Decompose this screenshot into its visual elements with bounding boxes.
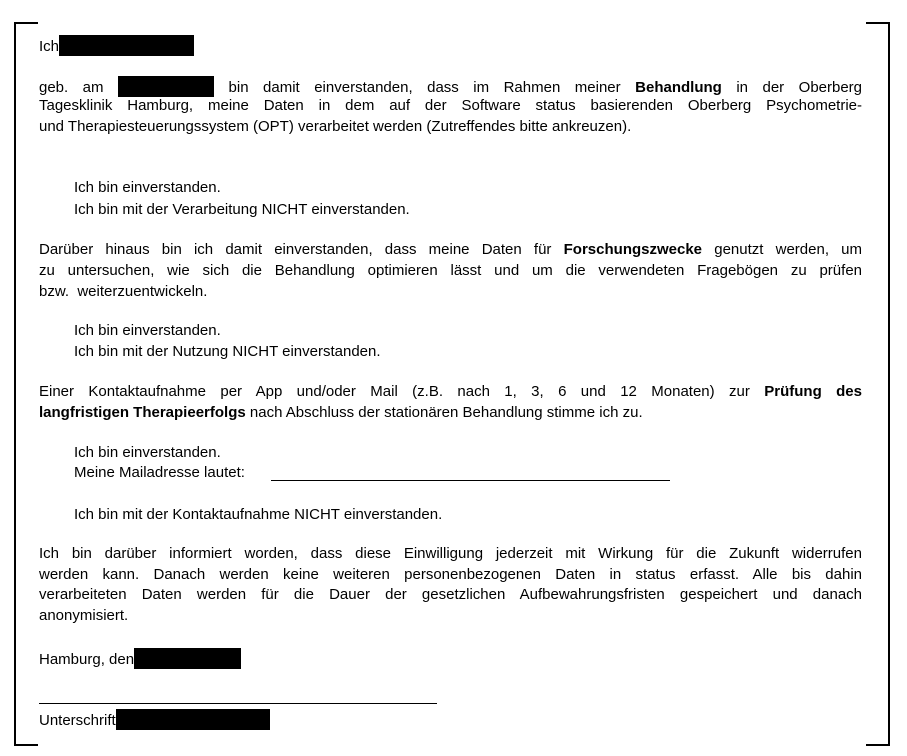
signature-line[interactable] xyxy=(39,703,437,704)
contact-text-a: Einer Kontaktaufnahme per App und/oder Mail (z.B. nach 1, 3, 6 und 12 Monaten) zur xyxy=(39,383,750,400)
name-line xyxy=(39,35,194,57)
revocation-line-2: werden kann. Danach werden keine weiteren personenbezogenen Daten in status erfasst. Alle bis dahin xyxy=(39,566,862,583)
research-agree-option[interactable]: Ich bin einverstanden. xyxy=(74,322,221,339)
research-text-b: genutzt werden, um xyxy=(714,241,863,258)
consent-bold: Behandlung xyxy=(635,79,722,96)
place-date-line xyxy=(39,648,241,670)
contact-disagree-option[interactable]: Ich bin mit der Kontaktaufnahme NICHT einverstanden. xyxy=(74,506,443,523)
email-input-line[interactable] xyxy=(271,480,670,481)
consent-line-1 xyxy=(39,76,862,98)
geb-am-label: geb. am xyxy=(39,79,104,96)
contact-line-1 xyxy=(39,382,862,402)
revocation-line-4: anonymisiert. xyxy=(39,607,129,624)
redacted-date xyxy=(134,648,241,669)
research-text-a: Darüber hinaus bin ich damit einverstanden, dass meine Daten für xyxy=(39,241,552,258)
signature-label: Unterschrift xyxy=(39,712,116,729)
contact-line-2 xyxy=(39,403,643,423)
consent-line-3: und Therapiesteuerungssystem (OPT) verarbeitet werden (Zutreffendes bitte ankreuzen). xyxy=(39,118,632,135)
redacted-birthdate xyxy=(118,76,214,97)
contact-agree-option[interactable]: Ich bin einverstanden. xyxy=(74,444,221,461)
frame-corner-bottom-right xyxy=(866,744,890,746)
frame-corner-top-right xyxy=(866,22,890,746)
contact-bold-b: langfristigen Therapieerfolgs xyxy=(39,404,246,421)
consent-text-a: bin damit einverstanden, dass im Rahmen meiner xyxy=(228,79,621,96)
frame-corner-top-left xyxy=(14,22,38,746)
revocation-line-3: verarbeiteten Daten werden für die Dauer der gesetzlichen Aufbewahrungsfristen gespeichert und danach xyxy=(39,586,862,603)
consent-line-2: Tagesklinik Hamburg, meine Daten in dem auf der Software status basierenden Oberberg Psychometrie- xyxy=(39,97,862,114)
consent-text-b: in der Oberberg xyxy=(736,79,863,96)
research-line-1 xyxy=(39,240,862,260)
research-disagree-option[interactable]: Ich bin mit der Nutzung NICHT einverstanden. xyxy=(74,343,381,360)
contact-bold-a: Prüfung des xyxy=(764,383,862,400)
signature-row xyxy=(39,709,270,731)
ich-label: Ich xyxy=(39,38,60,55)
research-bold: Forschungszwecke xyxy=(563,241,703,258)
opt-disagree-option[interactable]: Ich bin mit der Verarbeitung NICHT einverstanden. xyxy=(74,201,410,218)
redacted-name xyxy=(59,35,194,56)
opt-agree-option[interactable]: Ich bin einverstanden. xyxy=(74,179,221,196)
email-label: Meine Mailadresse lautet: xyxy=(74,464,245,481)
revocation-line-1: Ich bin darüber informiert worden, dass diese Einwilligung jederzeit mit Wirkung für die Zukunft widerrufen xyxy=(39,545,862,562)
research-line-3: bzw. weiterzuentwickeln. xyxy=(39,283,208,300)
research-line-2: zu untersuchen, wie sich die Behandlung optimieren lässt und um die verwendeten Fragebögen zu prüfen xyxy=(39,262,862,279)
redacted-signature xyxy=(116,709,270,730)
frame-corner-bottom-left xyxy=(14,744,38,746)
place-date-label: Hamburg, den xyxy=(39,651,135,668)
contact-text-b: nach Abschluss der stationären Behandlung stimme ich zu. xyxy=(249,404,643,421)
